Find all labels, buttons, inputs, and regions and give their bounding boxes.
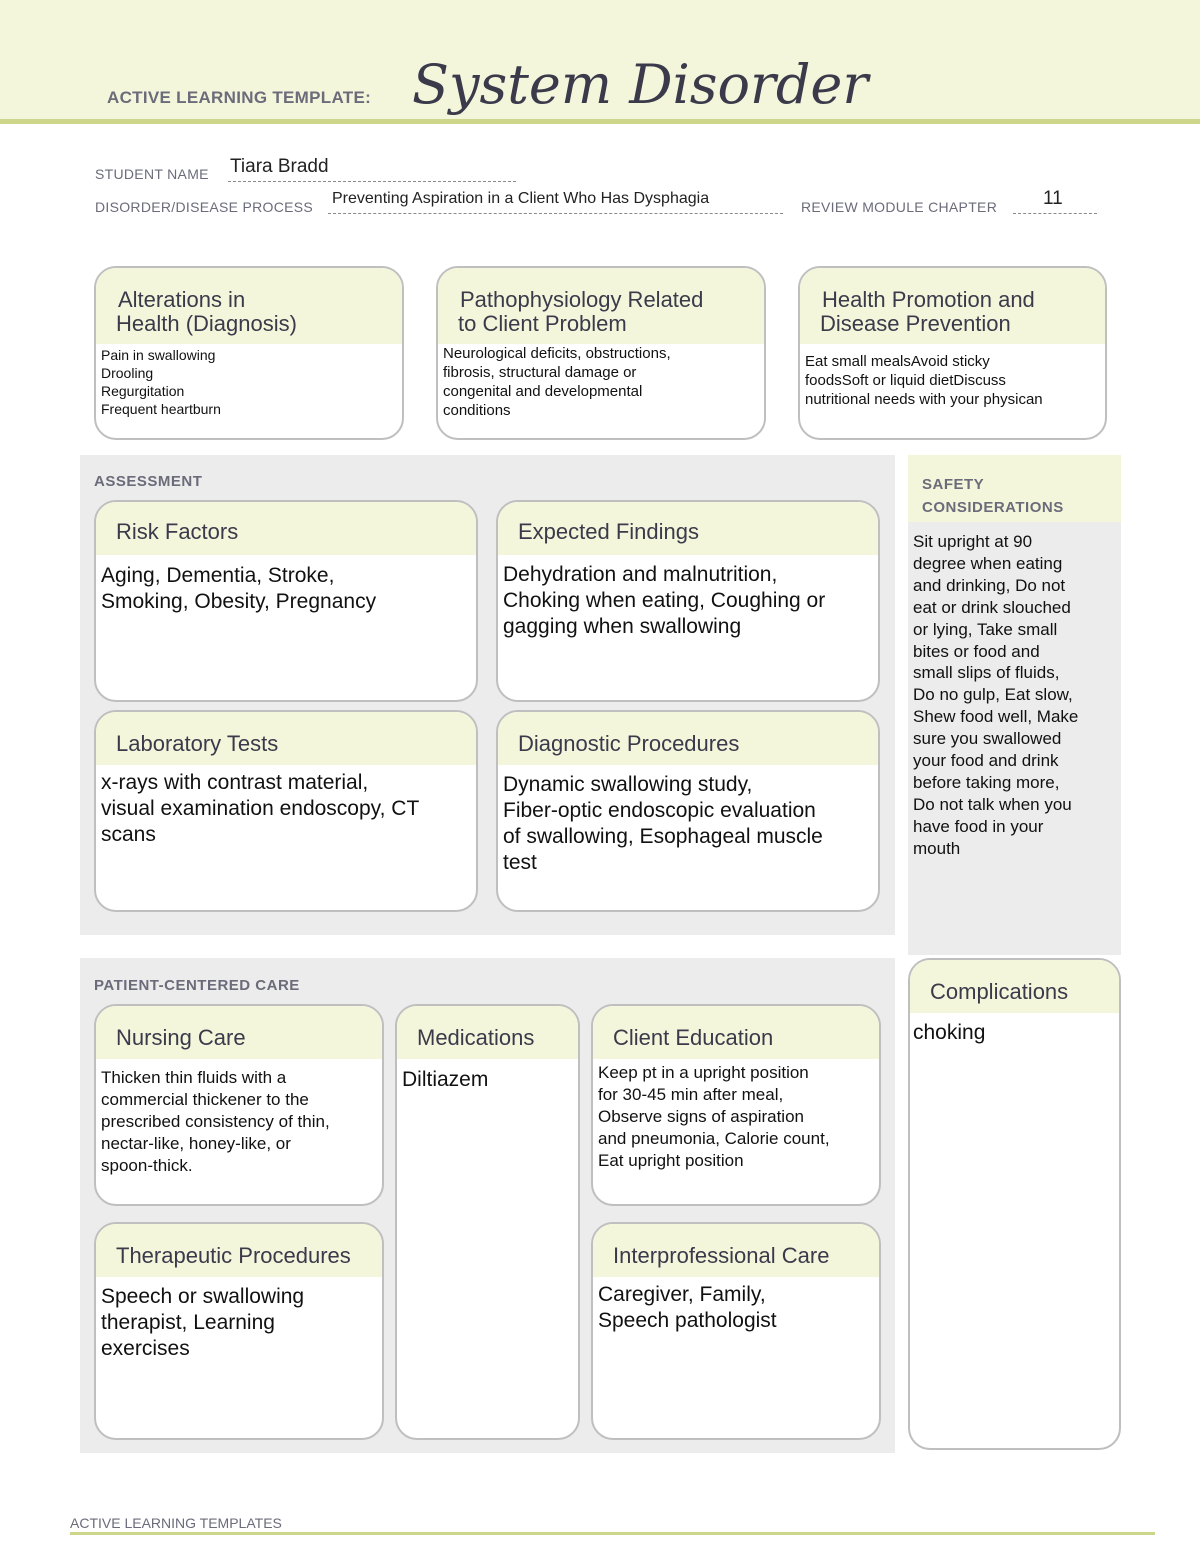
- text-line: conditions: [443, 402, 511, 419]
- disorder-field[interactable]: Preventing Aspiration in a Client Who Has Dysphagia: [332, 190, 710, 207]
- text-line: nutritional needs with your physican: [805, 391, 1043, 408]
- chapter-field[interactable]: 11: [1043, 188, 1063, 209]
- footer-text: ACTIVE LEARNING TEMPLATES: [70, 1515, 282, 1531]
- health-promotion-title-line1: Health Promotion and: [822, 287, 1035, 312]
- text-line: visual examination endoscopy, CT: [101, 797, 420, 820]
- text-line: Eat upright position: [598, 1151, 744, 1170]
- text-line: Speech or swallowing: [101, 1285, 305, 1308]
- laboratory-tests-card: [94, 710, 478, 912]
- text-line: Speech pathologist: [598, 1309, 777, 1332]
- pathophysiology-body: [443, 344, 758, 420]
- text-line: gagging when swallowing: [503, 615, 742, 638]
- text-line: Do not talk when you: [913, 794, 1072, 814]
- client-education-card: [591, 1004, 881, 1206]
- text-line: Do no gulp, Eat slow,: [913, 685, 1073, 705]
- assessment-label: ASSESSMENT: [94, 473, 203, 490]
- interprofessional-care-body: [598, 1282, 873, 1334]
- text-line: Eat small mealsAvoid sticky: [805, 353, 990, 370]
- text-line: Neurological deficits, obstructions,: [443, 345, 671, 362]
- alterations-body: [101, 346, 396, 418]
- text-line: bites or food and: [913, 641, 1040, 661]
- text-line: Frequent heartburn: [101, 401, 221, 417]
- text-line: commercial thickener to the: [101, 1090, 309, 1109]
- medications-card: [395, 1004, 580, 1440]
- therapeutic-procedures-body: [101, 1284, 376, 1362]
- diagnostic-procedures-title: Diagnostic Procedures: [498, 712, 878, 765]
- laboratory-tests-title: Laboratory Tests: [96, 712, 476, 765]
- text-line: choking: [913, 1021, 986, 1044]
- text-line: exercises: [101, 1337, 190, 1360]
- text-line: eat or drink slouched: [913, 597, 1071, 617]
- interprofessional-care-card: [591, 1222, 881, 1440]
- pathophysiology-title-line2: to Client Problem: [458, 311, 627, 336]
- alterations-card: [94, 266, 404, 440]
- text-line: Drooling: [101, 365, 154, 381]
- disorder-label: DISORDER/DISEASE PROCESS: [95, 199, 314, 215]
- text-line: x-rays with contrast material,: [101, 771, 369, 794]
- page-title: System Disorder: [412, 53, 869, 116]
- text-line: sure you swallowed: [913, 729, 1062, 749]
- student-name-label: STUDENT NAME: [95, 166, 209, 182]
- health-promotion-title: [800, 268, 1105, 344]
- complications-title: Complications: [910, 960, 1119, 1013]
- text-line: Pain in swallowing: [101, 347, 216, 363]
- text-line: Fiber-optic endoscopic evaluation: [503, 799, 816, 822]
- laboratory-tests-body: [101, 770, 470, 848]
- text-line: test: [503, 851, 537, 874]
- therapeutic-procedures-card: [94, 1222, 384, 1440]
- text-line: and pneumonia, Calorie count,: [598, 1129, 830, 1148]
- nursing-care-title: Nursing Care: [96, 1006, 382, 1059]
- risk-factors-title: Risk Factors: [96, 502, 476, 555]
- text-line: fibrosis, structural damage or: [443, 364, 637, 381]
- text-line: Caregiver, Family,: [598, 1283, 766, 1306]
- medications-title: Medications: [397, 1006, 578, 1059]
- text-line: nectar-like, honey-like, or: [101, 1134, 291, 1153]
- student-name-line: [228, 180, 516, 182]
- complications-body: [913, 1020, 1113, 1046]
- safety-body: [913, 531, 1118, 860]
- text-line: degree when eating: [913, 553, 1063, 573]
- text-line: and drinking, Do not: [913, 575, 1066, 595]
- text-line: Choking when eating, Coughing or: [503, 589, 826, 612]
- text-line: prescribed consistency of thin,: [101, 1112, 330, 1131]
- alterations-title-line1: Alterations in: [118, 287, 246, 312]
- text-line: scans: [101, 823, 156, 846]
- pathophysiology-title-line1: Pathophysiology Related: [460, 287, 704, 312]
- nursing-care-body: [101, 1067, 376, 1177]
- safety-label: [922, 473, 1064, 519]
- text-line: Dehydration and malnutrition,: [503, 563, 778, 586]
- health-promotion-title-line2: Disease Prevention: [820, 311, 1011, 336]
- risk-factors-card: [94, 500, 478, 702]
- text-line: Shew food well, Make: [913, 707, 1079, 727]
- text-line: mouth: [913, 838, 961, 858]
- expected-findings-body: [503, 562, 872, 640]
- text-line: Diltiazem: [402, 1068, 489, 1091]
- pathophysiology-title: [438, 268, 764, 344]
- expected-findings-card: [496, 500, 880, 702]
- text-line: for 30-45 min after meal,: [598, 1085, 784, 1104]
- text-line: your food and drink: [913, 751, 1059, 771]
- text-line: Thicken thin fluids with a: [101, 1068, 287, 1087]
- text-line: congenital and developmental: [443, 383, 643, 400]
- safety-label-line1: SAFETY: [922, 476, 985, 493]
- text-line: Regurgitation: [101, 383, 185, 399]
- text-line: foodsSoft or liquid dietDiscuss: [805, 372, 1006, 389]
- chapter-line: [1013, 212, 1097, 214]
- text-line: spoon-thick.: [101, 1156, 193, 1175]
- diagnostic-procedures-card: [496, 710, 880, 912]
- risk-factors-body: [101, 563, 470, 615]
- text-line: Observe signs of aspiration: [598, 1107, 804, 1126]
- alterations-title-line2: Health (Diagnosis): [116, 311, 297, 336]
- health-promotion-card: [798, 266, 1107, 440]
- chapter-label: REVIEW MODULE CHAPTER: [801, 199, 998, 215]
- text-line: of swallowing, Esophageal muscle: [503, 825, 823, 848]
- diagnostic-procedures-body: [503, 772, 872, 876]
- disorder-line: [328, 212, 783, 214]
- patient-care-label: PATIENT-CENTERED CARE: [94, 977, 300, 994]
- text-line: before taking more,: [913, 772, 1060, 792]
- text-line: therapist, Learning: [101, 1311, 275, 1334]
- expected-findings-title: Expected Findings: [498, 502, 878, 555]
- text-line: Aging, Dementia, Stroke,: [101, 564, 335, 587]
- text-line: Dynamic swallowing study,: [503, 773, 753, 796]
- alterations-title: [96, 268, 402, 344]
- text-line: or lying, Take small: [913, 619, 1058, 639]
- therapeutic-procedures-title: Therapeutic Procedures: [96, 1224, 382, 1277]
- interprofessional-care-title: Interprofessional Care: [593, 1224, 879, 1277]
- text-line: Keep pt in a upright position: [598, 1063, 809, 1082]
- template-prefix: ACTIVE LEARNING TEMPLATE:: [107, 88, 372, 107]
- safety-label-line2: CONSIDERATIONS: [922, 499, 1064, 516]
- client-education-title: Client Education: [593, 1006, 879, 1059]
- text-line: Sit upright at 90: [913, 532, 1033, 551]
- pathophysiology-card: [436, 266, 766, 440]
- footer-rule: [70, 1532, 1155, 1535]
- text-line: Smoking, Obesity, Pregnancy: [101, 590, 377, 613]
- nursing-care-card: [94, 1004, 384, 1206]
- health-promotion-body: [805, 352, 1099, 409]
- text-line: small slips of fluids,: [913, 663, 1060, 683]
- client-education-body: [598, 1062, 873, 1172]
- text-line: have food in your: [913, 816, 1044, 836]
- student-name-field[interactable]: Tiara Bradd: [230, 156, 329, 177]
- complications-card: [908, 958, 1121, 1450]
- medications-body: [402, 1067, 572, 1093]
